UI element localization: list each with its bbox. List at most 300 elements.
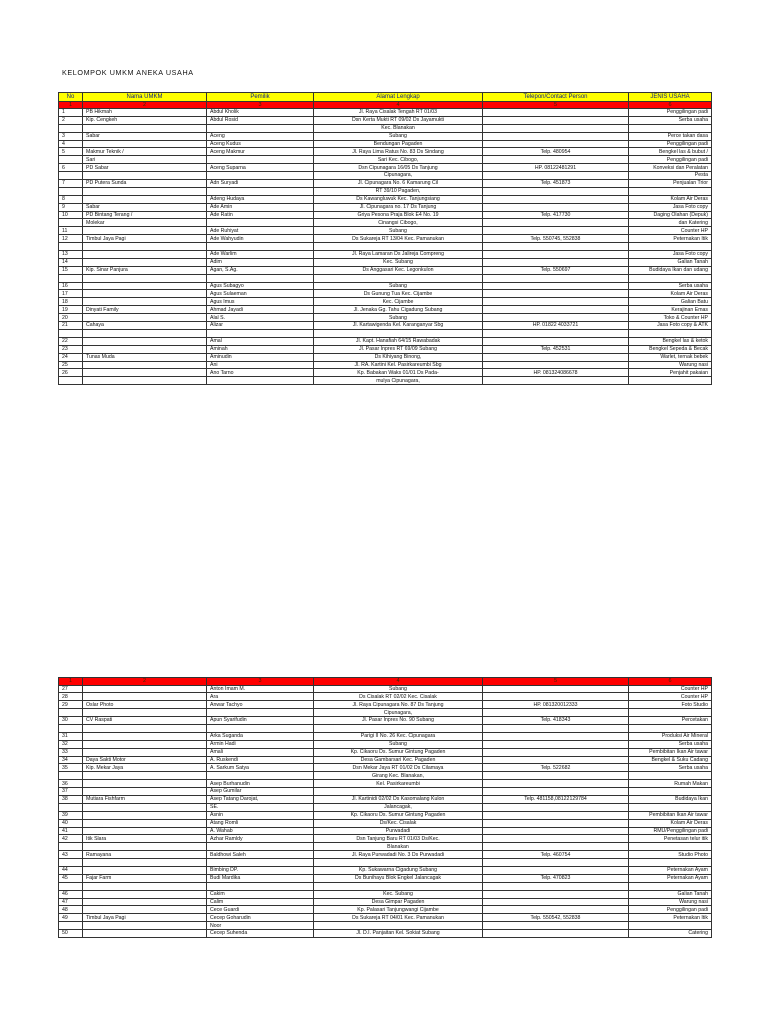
- cell-alamat: Jl. Cipunagara no. 17 Ds Tanjung: [314, 203, 483, 211]
- cell-jenis-usaha: Jasa Foto copy & ATK: [629, 322, 712, 330]
- cell-telepon: Telp. 550542, 552838: [483, 914, 629, 922]
- table-row: [59, 290, 712, 298]
- table-row: [59, 140, 712, 148]
- cell-jenis-usaha: Penggilingan padi: [629, 109, 712, 117]
- cell-pemilik: Ani: [207, 361, 314, 369]
- cell-pemilik: Ade Ruhiyat: [207, 227, 314, 235]
- column-number: 5: [483, 101, 629, 109]
- table-row: [59, 819, 712, 827]
- table-row: [59, 369, 712, 377]
- table-row: [59, 116, 712, 124]
- cell-nama-umkm: Ramayana: [83, 851, 207, 859]
- cell-no: [59, 124, 83, 132]
- cell-jenis-usaha: [629, 274, 712, 282]
- cell-nama-umkm: [83, 243, 207, 251]
- cell-alamat: Kel. Pasirkareumbi: [314, 780, 483, 788]
- cell-no: [59, 219, 83, 227]
- cell-alamat: Subang: [314, 685, 483, 693]
- column-header-no: No: [59, 93, 83, 102]
- cell-nama-umkm: PD Bintang Terang /: [83, 211, 207, 219]
- cell-no: [59, 172, 83, 180]
- cell-alamat: Kec. Subang: [314, 890, 483, 898]
- cell-jenis-usaha: Galian Tanah: [629, 258, 712, 266]
- cell-pemilik: Anwar Tachyo: [207, 701, 314, 709]
- cell-no: 30: [59, 717, 83, 725]
- cell-pemilik: [207, 187, 314, 195]
- cell-nama-umkm: [83, 866, 207, 874]
- cell-pemilik: Asep Gumilar: [207, 788, 314, 796]
- cell-pemilik: Apun Syarifudin: [207, 717, 314, 725]
- table-row: [59, 345, 712, 353]
- cell-nama-umkm: [83, 195, 207, 203]
- cell-jenis-usaha: Penetasan telur itik: [629, 835, 712, 843]
- table-row: [59, 353, 712, 361]
- cell-pemilik: Ara: [207, 693, 314, 701]
- cell-nama-umkm: Sari: [83, 156, 207, 164]
- cell-nama-umkm: [83, 898, 207, 906]
- cell-alamat: Jl. Raya Lima Ratus No. 83 Ds Sindang: [314, 148, 483, 156]
- cell-jenis-usaha: [629, 882, 712, 890]
- cell-pemilik: Agus Imus: [207, 298, 314, 306]
- cell-alamat: Jl. Raya Cisalak Tengah RT 01/03: [314, 109, 483, 117]
- table-row: [59, 164, 712, 172]
- cell-telepon: [483, 109, 629, 117]
- table-row: [59, 851, 712, 859]
- table-row: [59, 685, 712, 693]
- cell-no: 3: [59, 132, 83, 140]
- cell-pemilik: Asep Burhanudin: [207, 780, 314, 788]
- cell-telepon: [483, 866, 629, 874]
- cell-pemilik: Agus Sulaeman: [207, 290, 314, 298]
- cell-nama-umkm: [83, 187, 207, 195]
- cell-jenis-usaha: Pesta: [629, 172, 712, 180]
- cell-telepon: Telp. 480954: [483, 148, 629, 156]
- cell-telepon: [483, 819, 629, 827]
- cell-jenis-usaha: Jasa Foto copy: [629, 251, 712, 259]
- column-number: 4: [314, 101, 483, 109]
- cell-jenis-usaha: Catering: [629, 930, 712, 938]
- table-row: [59, 377, 712, 385]
- cell-pemilik: Abdul Rosid: [207, 116, 314, 124]
- column-number: 3: [207, 101, 314, 109]
- cell-alamat: Dsn Kerta Mukti RT 09/02 Ds Jayamukti: [314, 116, 483, 124]
- cell-jenis-usaha: Budidaya Ikan: [629, 795, 712, 803]
- cell-jenis-usaha: Kolam Air Deras: [629, 819, 712, 827]
- table-row: [59, 187, 712, 195]
- cell-nama-umkm: [83, 377, 207, 385]
- cell-alamat: Ds Anggasari Kec. Legonkulon: [314, 266, 483, 274]
- cell-alamat: Subang: [314, 132, 483, 140]
- cell-nama-umkm: [83, 748, 207, 756]
- cell-pemilik: Adeng Hudaya: [207, 195, 314, 203]
- cell-no: 50: [59, 930, 83, 938]
- cell-no: 12: [59, 235, 83, 243]
- cell-telepon: [483, 772, 629, 780]
- cell-jenis-usaha: Pembibitan Ikan Air tawar: [629, 748, 712, 756]
- cell-telepon: [483, 132, 629, 140]
- cell-telepon: [483, 709, 629, 717]
- cell-telepon: HP. 08122481291: [483, 164, 629, 172]
- cell-alamat: Dsn Tanjung Baru RT 01/03 Ds/Kec.: [314, 835, 483, 843]
- column-header-pemilik: Pemilik: [207, 93, 314, 102]
- cell-no: 43: [59, 851, 83, 859]
- cell-telepon: [483, 890, 629, 898]
- cell-jenis-usaha: Counter HP: [629, 227, 712, 235]
- cell-no: [59, 329, 83, 337]
- cell-jenis-usaha: Warung nasi: [629, 898, 712, 906]
- cell-no: 26: [59, 369, 83, 377]
- cell-nama-umkm: [83, 709, 207, 717]
- table-row: [59, 227, 712, 235]
- table-row: [59, 172, 712, 180]
- cell-jenis-usaha: Bengkel las & bubut /: [629, 148, 712, 156]
- cell-alamat: [314, 882, 483, 890]
- cell-alamat: Jl. Kartinidi 02/02 Ds Kasomalang Kulon: [314, 795, 483, 803]
- cell-pemilik: [207, 882, 314, 890]
- cell-nama-umkm: [83, 906, 207, 914]
- cell-alamat: Cinangsi Cibogo,: [314, 219, 483, 227]
- cell-nama-umkm: Daya Sakti Motor: [83, 756, 207, 764]
- cell-pemilik: [207, 243, 314, 251]
- table-row: [59, 898, 712, 906]
- table-row: [59, 211, 712, 219]
- cell-pemilik: Adim: [207, 258, 314, 266]
- cell-no: 4: [59, 140, 83, 148]
- table-row: [59, 772, 712, 780]
- cell-alamat: Dsn Cipunagara 16/05 Ds Tanjung: [314, 164, 483, 172]
- cell-telepon: [483, 811, 629, 819]
- cell-telepon: Telp. 550697: [483, 266, 629, 274]
- cell-telepon: [483, 780, 629, 788]
- cell-jenis-usaha: Counter HP: [629, 685, 712, 693]
- header-row: [59, 93, 712, 102]
- cell-pemilik: Ano Tarno: [207, 369, 314, 377]
- cell-no: [59, 709, 83, 717]
- cell-jenis-usaha: [629, 922, 712, 930]
- column-header-telepon: Telepon/Contact Person: [483, 93, 629, 102]
- table-row: [59, 835, 712, 843]
- cell-nama-umkm: Molekar: [83, 219, 207, 227]
- cell-telepon: [483, 274, 629, 282]
- cell-alamat: Kec. Blanakan: [314, 124, 483, 132]
- table-row: [59, 258, 712, 266]
- cell-telepon: [483, 930, 629, 938]
- cell-telepon: [483, 172, 629, 180]
- cell-nama-umkm: [83, 693, 207, 701]
- cell-no: 39: [59, 811, 83, 819]
- cell-pemilik: A. Sarkum Satya: [207, 764, 314, 772]
- cell-pemilik: [207, 859, 314, 867]
- cell-no: [59, 922, 83, 930]
- cell-alamat: Jl. Kapt. Hanafiah 64/15 Rawabadak: [314, 337, 483, 345]
- cell-no: 46: [59, 890, 83, 898]
- cell-telepon: [483, 353, 629, 361]
- cell-telepon: HP. 01822 4033721: [483, 322, 629, 330]
- cell-no: 44: [59, 866, 83, 874]
- cell-no: [59, 772, 83, 780]
- cell-jenis-usaha: Rumah Makan: [629, 780, 712, 788]
- cell-pemilik: Abdul Kholik: [207, 109, 314, 117]
- cell-telepon: [483, 329, 629, 337]
- cell-jenis-usaha: Kerajinan Emas: [629, 306, 712, 314]
- table-row: [59, 322, 712, 330]
- column-number: 4: [314, 678, 483, 686]
- cell-jenis-usaha: Toko & Counter HP: [629, 314, 712, 322]
- cell-telepon: [483, 290, 629, 298]
- cell-nama-umkm: [83, 811, 207, 819]
- cell-nama-umkm: CV Raspati: [83, 717, 207, 725]
- column-header-nama-umkm: Nama UMKM: [83, 93, 207, 102]
- cell-nama-umkm: Mutiara Fishfarm: [83, 795, 207, 803]
- cell-pemilik: Alizar: [207, 322, 314, 330]
- cell-jenis-usaha: [629, 187, 712, 195]
- cell-no: 9: [59, 203, 83, 211]
- cell-pemilik: Ade Warlim: [207, 251, 314, 259]
- cell-alamat: Kec. Cijambe: [314, 298, 483, 306]
- cell-no: [59, 187, 83, 195]
- cell-alamat: Ds Sukareja RT 13/04 Kec. Pamanukan: [314, 235, 483, 243]
- cell-nama-umkm: [83, 290, 207, 298]
- cell-alamat: [314, 724, 483, 732]
- table-row: [59, 922, 712, 930]
- cell-telepon: Telp. 417730: [483, 211, 629, 219]
- cell-jenis-usaha: [629, 803, 712, 811]
- cell-no: 18: [59, 298, 83, 306]
- cell-no: 10: [59, 211, 83, 219]
- cell-telepon: [483, 195, 629, 203]
- cell-nama-umkm: [83, 843, 207, 851]
- cell-nama-umkm: [83, 282, 207, 290]
- cell-nama-umkm: [83, 740, 207, 748]
- cell-pemilik: A. Ruskendi: [207, 756, 314, 764]
- cell-nama-umkm: [83, 788, 207, 796]
- table-row: [59, 329, 712, 337]
- cell-alamat: Jl. RA. Kartini Kel. Pasirkareumbi Sbg: [314, 361, 483, 369]
- table-row: [59, 803, 712, 811]
- cell-no: 25: [59, 361, 83, 369]
- cell-nama-umkm: [83, 732, 207, 740]
- table-row: [59, 298, 712, 306]
- table-row: [59, 717, 712, 725]
- cell-jenis-usaha: [629, 724, 712, 732]
- cell-nama-umkm: Dinyati Family: [83, 306, 207, 314]
- cell-pemilik: Aceng Kudus: [207, 140, 314, 148]
- cell-jenis-usaha: Warung nasi: [629, 361, 712, 369]
- cell-telepon: [483, 156, 629, 164]
- cell-telepon: [483, 251, 629, 259]
- cell-jenis-usaha: Peternakan Ayam: [629, 874, 712, 882]
- cell-no: [59, 156, 83, 164]
- cell-no: 6: [59, 164, 83, 172]
- cell-jenis-usaha: [629, 709, 712, 717]
- cell-no: 36: [59, 780, 83, 788]
- cell-alamat: Jl. Pasar Inpres RT 69/09 Subang: [314, 345, 483, 353]
- cell-pemilik: Asnin: [207, 811, 314, 819]
- cell-alamat: Subang: [314, 227, 483, 235]
- table-row: [59, 219, 712, 227]
- cell-jenis-usaha: Daging Olahan (Depuk): [629, 211, 712, 219]
- cell-telepon: Telp. 550745, 552838: [483, 235, 629, 243]
- cell-jenis-usaha: Bengkel las & ketok: [629, 337, 712, 345]
- cell-no: 17: [59, 290, 83, 298]
- cell-no: 41: [59, 827, 83, 835]
- cell-nama-umkm: PB Hikmah: [83, 109, 207, 117]
- cell-jenis-usaha: Percetakan: [629, 717, 712, 725]
- table-row: [59, 156, 712, 164]
- cell-nama-umkm: Kip. Mekar Jaya: [83, 764, 207, 772]
- cell-no: 28: [59, 693, 83, 701]
- cell-no: 11: [59, 227, 83, 235]
- column-number: 3: [207, 678, 314, 686]
- cell-pemilik: A. Wahab: [207, 827, 314, 835]
- cell-jenis-usaha: Peternakan Ayam: [629, 866, 712, 874]
- cell-no: 15: [59, 266, 83, 274]
- table-row: [59, 843, 712, 851]
- cell-no: 34: [59, 756, 83, 764]
- cell-jenis-usaha: [629, 772, 712, 780]
- cell-nama-umkm: [83, 819, 207, 827]
- cell-telepon: [483, 298, 629, 306]
- cell-pemilik: Azhar Ramldy: [207, 835, 314, 843]
- cell-alamat: Purwadadi: [314, 827, 483, 835]
- table-row: [59, 756, 712, 764]
- cell-pemilik: [207, 843, 314, 851]
- cell-alamat: Desa Gimpar Pagaden: [314, 898, 483, 906]
- cell-no: 42: [59, 835, 83, 843]
- table-row: [59, 243, 712, 251]
- cell-pemilik: Arka Suganda: [207, 732, 314, 740]
- cell-telepon: [483, 724, 629, 732]
- table-row: [59, 306, 712, 314]
- cell-jenis-usaha: Bengkel Sepeda & Becak: [629, 345, 712, 353]
- cell-nama-umkm: Itik Slara: [83, 835, 207, 843]
- cell-no: 32: [59, 740, 83, 748]
- cell-nama-umkm: Cahaya: [83, 322, 207, 330]
- cell-no: [59, 843, 83, 851]
- cell-nama-umkm: [83, 803, 207, 811]
- cell-no: 13: [59, 251, 83, 259]
- cell-nama-umkm: Timbul Jaya Pagi: [83, 235, 207, 243]
- cell-pemilik: Aceng Suparna: [207, 164, 314, 172]
- cell-jenis-usaha: [629, 788, 712, 796]
- cell-pemilik: Cecep Suhenda: [207, 930, 314, 938]
- umkm-table-part-2: [58, 677, 712, 938]
- cell-nama-umkm: Sabar: [83, 132, 207, 140]
- cell-jenis-usaha: Foto Studio: [629, 701, 712, 709]
- cell-alamat: [314, 788, 483, 796]
- cell-nama-umkm: [83, 258, 207, 266]
- cell-telepon: [483, 203, 629, 211]
- cell-jenis-usaha: Perce takan dasa: [629, 132, 712, 140]
- cell-pemilik: Bimbing DP.: [207, 866, 314, 874]
- cell-pemilik: [207, 274, 314, 282]
- cell-alamat: [314, 274, 483, 282]
- cell-no: 48: [59, 906, 83, 914]
- column-number: 6: [629, 678, 712, 686]
- cell-pemilik: [207, 156, 314, 164]
- cell-telepon: Telp. 481158,08122129784: [483, 795, 629, 803]
- cell-jenis-usaha: [629, 843, 712, 851]
- cell-no: 2: [59, 116, 83, 124]
- cell-telepon: [483, 843, 629, 851]
- cell-alamat: Jalancagak,: [314, 803, 483, 811]
- cell-pemilik: Adn Suryadi: [207, 180, 314, 188]
- cell-pemilik: Budi Mardika: [207, 874, 314, 882]
- table-row: [59, 709, 712, 717]
- cell-nama-umkm: [83, 274, 207, 282]
- cell-no: [59, 274, 83, 282]
- cell-telepon: [483, 361, 629, 369]
- umkm-table-part-1: [58, 92, 712, 385]
- cell-jenis-usaha: Serba usaha: [629, 282, 712, 290]
- cell-jenis-usaha: Warlet, ternak bebek: [629, 353, 712, 361]
- cell-alamat: Cipunagara,: [314, 709, 483, 717]
- table-row: [59, 811, 712, 819]
- cell-nama-umkm: [83, 772, 207, 780]
- cell-alamat: Kp. Babakan Waks 01/01 Ds Pada-: [314, 369, 483, 377]
- cell-alamat: Jl. Jenaka Gg. Tahu Cigadung Subang: [314, 306, 483, 314]
- cell-jenis-usaha: Penjualan Trior: [629, 180, 712, 188]
- cell-alamat: [314, 329, 483, 337]
- table-row: [59, 780, 712, 788]
- cell-alamat: Kec. Subang: [314, 258, 483, 266]
- cell-nama-umkm: [83, 780, 207, 788]
- cell-alamat: mulya Cipunagara,: [314, 377, 483, 385]
- cell-alamat: Kp. Palasari Tanjungwangi Cijambe: [314, 906, 483, 914]
- cell-telepon: [483, 859, 629, 867]
- cell-pemilik: [207, 724, 314, 732]
- cell-alamat: Ds Sukareja RT 04/01 Kec. Pamanukan: [314, 914, 483, 922]
- cell-alamat: Subang: [314, 282, 483, 290]
- cell-no: 5: [59, 148, 83, 156]
- cell-nama-umkm: Kip. Sinar Panjura: [83, 266, 207, 274]
- cell-no: [59, 243, 83, 251]
- cell-no: 22: [59, 337, 83, 345]
- column-header-jenis-usaha: JENIS USAHA: [629, 93, 712, 102]
- cell-no: 1: [59, 109, 83, 117]
- cell-nama-umkm: Sabar: [83, 203, 207, 211]
- table-row: [59, 124, 712, 132]
- cell-nama-umkm: [83, 345, 207, 353]
- cell-pemilik: Cecep Goharudin: [207, 914, 314, 922]
- cell-no: 23: [59, 345, 83, 353]
- cell-pemilik: Aminah: [207, 345, 314, 353]
- cell-jenis-usaha: [629, 329, 712, 337]
- cell-nama-umkm: [83, 890, 207, 898]
- cell-nama-umkm: [83, 172, 207, 180]
- cell-pemilik: [207, 772, 314, 780]
- cell-no: 20: [59, 314, 83, 322]
- table-row: [59, 235, 712, 243]
- cell-no: 37: [59, 788, 83, 796]
- cell-telepon: [483, 748, 629, 756]
- cell-alamat: Griya Pesona Praja Blok E4 No. 19: [314, 211, 483, 219]
- cell-alamat: Jl. Pasar Inpres No. 90 Subang: [314, 717, 483, 725]
- cell-alamat: Ds Kawangluwuk Kec. Tanjungsiang: [314, 195, 483, 203]
- table-row: [59, 740, 712, 748]
- cell-no: 19: [59, 306, 83, 314]
- cell-no: 27: [59, 685, 83, 693]
- cell-nama-umkm: Oslar Photo: [83, 701, 207, 709]
- table-row: [59, 195, 712, 203]
- table-row: [59, 732, 712, 740]
- table-row: [59, 906, 712, 914]
- cell-pemilik: Ahmad Jayadi: [207, 306, 314, 314]
- cell-telepon: Telp. 470823: [483, 874, 629, 882]
- table-row: [59, 859, 712, 867]
- cell-pemilik: Alal S.: [207, 314, 314, 322]
- table-row: [59, 882, 712, 890]
